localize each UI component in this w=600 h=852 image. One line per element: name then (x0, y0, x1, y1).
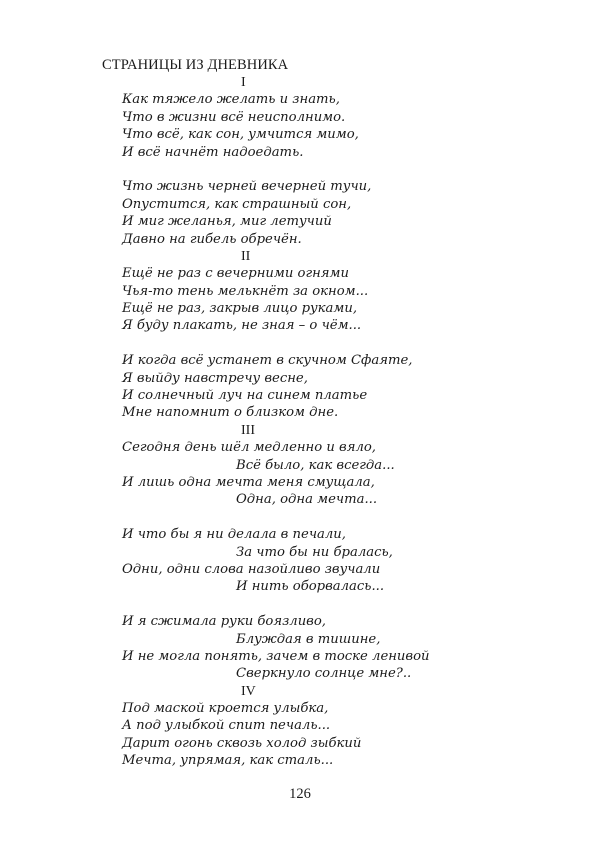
verse-line: Что всё, как сон, умчится мимо, (122, 127, 359, 143)
verse-line-indented: И нить оборвалась... (236, 579, 385, 595)
verse-line: Что в жизни всё неисполнимо. (122, 109, 346, 125)
verse-line: Ещё не раз с вечерними огнями (122, 266, 349, 282)
verse-line: Чья-то тень мелькнёт за окном... (122, 283, 369, 299)
verse-line: Я выйду навстречу весне, (122, 370, 308, 386)
poem-body (122, 74, 502, 770)
verse-line-indented: За что бы ни бралась, (236, 544, 393, 560)
verse-line: Мечта, упрямая, как сталь... (122, 753, 334, 769)
verse-line: Ещё не раз, закрыв лицо руками, (122, 301, 358, 317)
verse-line: И не могла понять, зачем в тоске ленивой (122, 648, 430, 664)
verse-line: И я сжимала руки боязливо, (122, 614, 326, 630)
verse-line: Дарит огонь сквозь холод зыбкий (122, 735, 362, 751)
page-title: СТРАНИЦЫ ИЗ ДНЕВНИКА (102, 57, 289, 73)
page-number: 126 (289, 786, 311, 802)
section-numeral: IV (241, 683, 256, 699)
section-numeral: III (241, 422, 255, 438)
verse-line: Мне напомнит о близком дне. (122, 405, 339, 421)
verse-line: Сегодня день шёл медленно и вяло, (122, 440, 376, 456)
verse-line: И когда всё устанет в скучном Сфаяте, (122, 353, 413, 369)
verse-line: И солнечный луч на синем платье (122, 388, 368, 404)
stanza-gap (122, 509, 502, 526)
stanza-gap (122, 335, 502, 352)
stanza-gap (122, 596, 502, 613)
verse-line: А под улыбкой спит печаль... (122, 718, 331, 734)
section-numeral: II (241, 248, 251, 264)
verse-line: Я буду плакать, не зная – о чём... (122, 318, 362, 334)
verse-line: Как тяжело желать и знать, (122, 92, 340, 108)
verse-line-indented: Всё было, как всегда... (236, 457, 395, 473)
verse-line: Опустится, как страшный сон, (122, 196, 352, 212)
stanza-gap (122, 161, 502, 178)
verse-line: Одни, одни слова назойливо звучали (122, 561, 381, 577)
verse-line-indented: Блуждая в тишине, (236, 631, 381, 647)
verse-line: И что бы я ни делала в печали, (122, 527, 346, 543)
verse-line: И миг желанья, миг летучий (122, 214, 332, 230)
verse-line-indented: Сверкнуло солнце мне?.. (236, 666, 412, 682)
verse-line: И всё начнёт надоедать. (122, 144, 304, 160)
verse-line: Давно на гибель обречён. (122, 231, 302, 247)
verse-line-indented: Одна, одна мечта... (236, 492, 378, 508)
verse-line: И лишь одна мечта меня смущала, (122, 474, 375, 490)
verse-line: Что жизнь черней вечерней тучи, (122, 179, 372, 195)
verse-line: Под маской кроется улыбка, (122, 701, 329, 717)
section-numeral: I (241, 75, 246, 90)
